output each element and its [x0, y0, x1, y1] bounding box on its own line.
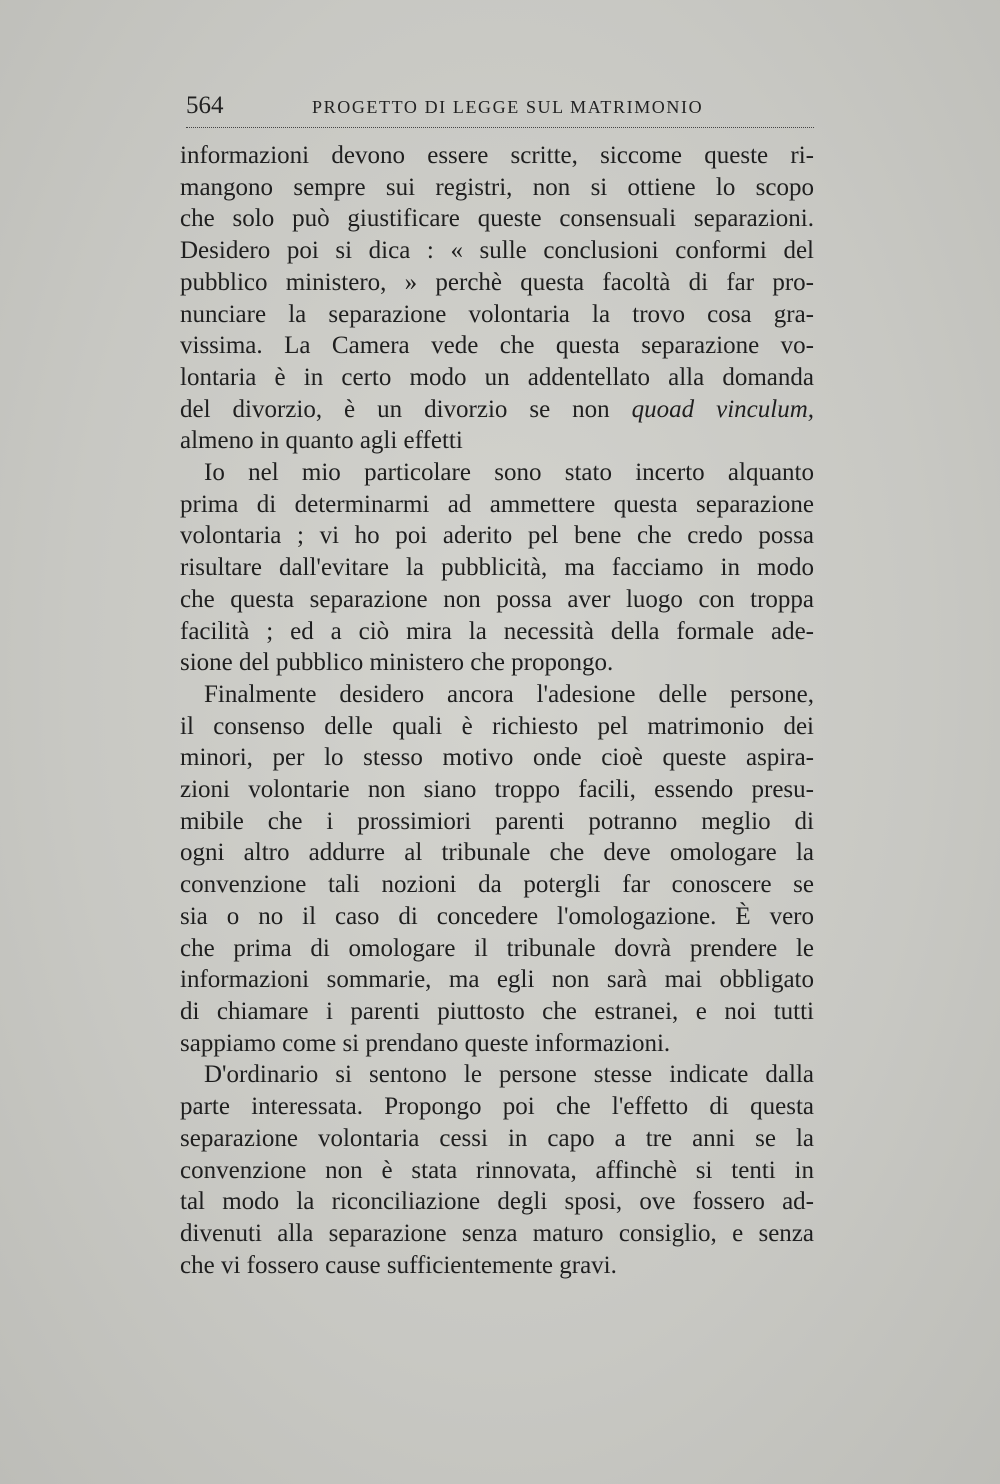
text-line: informazioni sommarie, ma egli non sarà mai obbligato [180, 966, 814, 994]
text-line: convenzione non è stata rinnovata, affinchè si tenti in [180, 1156, 814, 1184]
text-line: mangono sempre sui registri, non si ottiene lo scopo [180, 173, 814, 201]
text-line: nunciare la separazione volontaria la trovo cosa gra- [180, 300, 814, 328]
text-line: almeno in quanto agli effetti [180, 427, 463, 455]
text-line: che vi fossero cause sufficientemente gravi. [180, 1251, 617, 1279]
text-line: prima di determinarmi ad ammettere questa separazione [180, 490, 814, 518]
header-rule [186, 127, 814, 128]
running-title: PROGETTO DI LEGGE SUL MATRIMONIO [312, 97, 704, 117]
text-line: risultare dall'evitare la pubblicità, ma facciamo in modo [180, 554, 814, 582]
text-line: lontaria è in certo modo un addentellato alla domanda [180, 363, 814, 391]
text-line: Finalmente desidero ancora l'adesione delle persone, [204, 680, 814, 708]
text-line: convenzione tali nozioni da potergli far conoscere se [180, 871, 814, 899]
text-line: facilità ; ed a ciò mira la necessità della formale ade- [180, 617, 814, 645]
text-line: Io nel mio particolare sono stato incerto alquanto [204, 459, 814, 487]
page-number: 564 [186, 92, 224, 119]
text-line: informazioni devono essere scritte, siccome queste ri- [180, 142, 814, 169]
text-line: sione del pubblico ministero che propongo. [180, 649, 614, 677]
text-line: ogni altro addurre al tribunale che deve omologare la [180, 839, 814, 867]
text-line: che prima di omologare il tribunale dovrà prendere le [180, 934, 814, 962]
text-line: vissima. La Camera vede che questa separazione vo- [180, 332, 814, 360]
text-line: che questa separazione non possa aver luogo con troppa [180, 585, 814, 613]
text-line: D'ordinario si sentono le persone stesse indicate dalla [204, 1061, 814, 1089]
text-line: del divorzio, è un divorzio se non quoad vinculum, [180, 395, 814, 423]
text-line: il consenso delle quali è richiesto pel matrimonio dei [180, 712, 814, 740]
text-line: sappiamo come si prendano queste informazioni. [180, 1029, 671, 1057]
text-line: volontaria ; vi ho poi aderito pel bene che credo possa [180, 522, 814, 550]
text-line: tal modo la riconciliazione degli sposi, ove fossero ad- [180, 1188, 814, 1216]
text-line: pubblico ministero, » perchè questa facoltà di far pro- [180, 268, 814, 296]
text-line: che solo può giustificare queste consensuali separazioni. [180, 205, 814, 233]
text-line: zioni volontarie non siano troppo facili, essendo presu- [180, 776, 814, 804]
text-line: di chiamare i parenti piuttosto che estranei, e noi tutti [180, 997, 814, 1025]
body-text [180, 140, 814, 1281]
text-line: divenuti alla separazione senza maturo consiglio, e senza [180, 1219, 814, 1247]
text-line: mibile che i prossimiori parenti potranno meglio di [180, 807, 814, 835]
text-line: separazione volontaria cessi in capo a tre anni se la [180, 1124, 814, 1152]
text-line: sia o no il caso di concedere l'omologazione. È vero [180, 902, 814, 930]
page-header [186, 92, 814, 126]
text-line: Desidero poi si dica : « sulle conclusioni conformi del [180, 237, 814, 265]
text-line: parte interessata. Propongo poi che l'effetto di questa [180, 1093, 814, 1121]
text-line: minori, per lo stesso motivo onde cioè queste aspira- [180, 744, 814, 772]
